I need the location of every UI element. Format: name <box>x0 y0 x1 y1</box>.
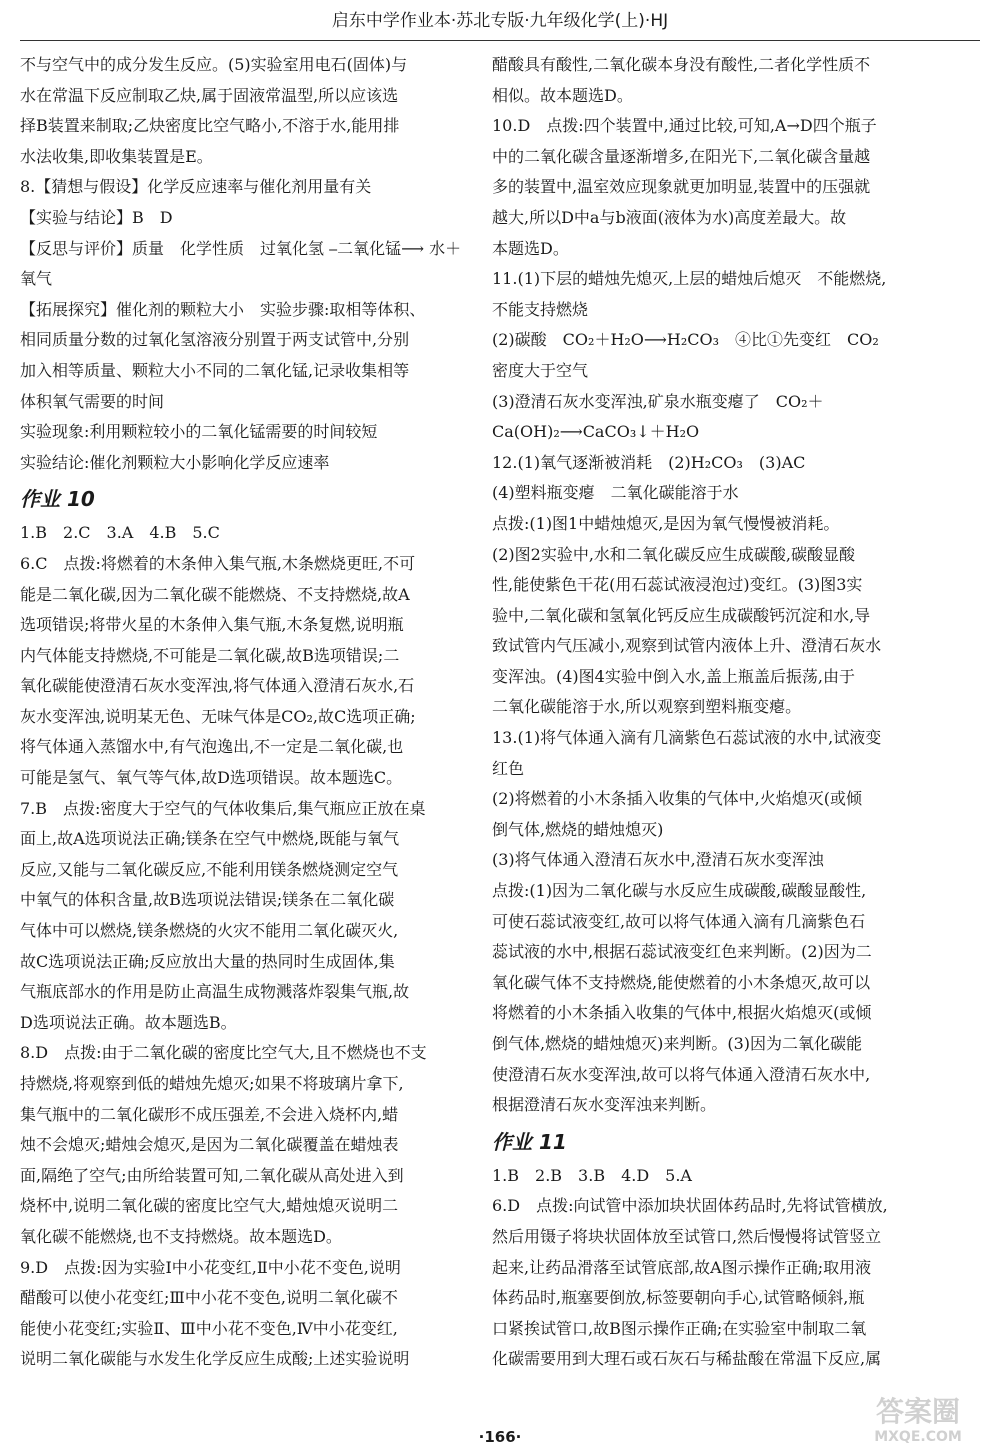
text-line: 面上,故A选项说法正确;镁条在空气中燃烧,既能与氧气 <box>20 829 400 849</box>
text-line: (2)碳酸 CO₂＋H₂O⟶H₂CO₃ ④比①先变红 CO₂ <box>492 330 879 350</box>
text-line: 故C选项说法正确;反应放出大量的热同时生成固体,集 <box>20 951 395 971</box>
text-line: D选项说法正确。故本题选B。 <box>20 1012 237 1032</box>
text-line: 氧化碳气体不支持燃烧,能使燃着的小木条熄灭,故可以 <box>492 972 871 992</box>
text-line: 致试管内气压减小,观察到试管内液体上升、澄清石灰水 <box>492 636 882 656</box>
text-line: 6.D 点拨:向试管中添加块状固体药品时,先将试管横放, <box>492 1196 888 1216</box>
text-line: 选项错误;将带火星的木条伸入集气瓶,木条复燃,说明瓶 <box>20 615 404 635</box>
text-line: 1.B 2.C 3.A 4.B 5.C <box>20 523 220 543</box>
text-line: 11.(1)下层的蜡烛先熄灭,上层的蜡烛后熄灭 不能燃烧, <box>492 269 887 289</box>
text-line: 说明二氧化碳能与水发生化学反应生成酸;上述实验说明 <box>20 1349 410 1369</box>
text-line: 倒气体,燃烧的蜡烛熄灭)来判断。(3)因为二氧化碳能 <box>492 1034 862 1053</box>
text-line: 口紧挨试管口,故B图示操作正确;在实验室中制取二氧 <box>492 1318 867 1338</box>
text-line: 可使石蕊试液变红,故可以将气体通入滴有几滴紫色石 <box>492 911 866 931</box>
text-line: 【拓展探究】催化剂的颗粒大小 实验步骤:取相等体积、 <box>20 299 426 319</box>
text-line: 氧化碳能使澄清石灰水变浑浊,将气体通入澄清石灰水,石 <box>20 676 415 696</box>
text-line: (3)澄清石灰水变浑浊,矿泉水瓶变瘪了 CO₂＋ <box>492 391 824 411</box>
text-line: 本题选D。 <box>492 238 569 258</box>
text-line: 中的二氧化碳含量逐渐增多,在阳光下,二氧化碳含量越 <box>492 146 871 166</box>
text-line: (2)将燃着的小木条插入收集的气体中,火焰熄灭(或倾 <box>492 789 862 809</box>
text-line: 点拨:(1)图1中蜡烛熄灭,是因为氧气慢慢被消耗。 <box>492 513 840 533</box>
text-line: (3)将气体通入澄清石灰水中,澄清石灰水变浑浊 <box>492 850 824 870</box>
text-line: 倒气体,燃烧的蜡烛熄灭) <box>492 819 664 839</box>
text-line: 能是二氧化碳,因为二氧化碳不能燃烧、不支持燃烧,故A <box>20 584 410 604</box>
text-line: 越大,所以D中a与b液面(液体为水)高度差最大。故 <box>492 207 847 227</box>
text-line: 体药品时,瓶塞要倒放,标签要朝向手心,试管略倾斜,瓶 <box>492 1288 865 1308</box>
text-line: 能使小花变红;实验Ⅱ、Ⅲ中小花不变色,Ⅳ中小花变红, <box>20 1318 398 1338</box>
text-line: 将气体通入蒸馏水中,有气泡逸出,不一定是二氧化碳,也 <box>20 737 404 757</box>
text-line: 集气瓶中的二氧化碳形不成压强差,不会进入烧杯内,蜡 <box>20 1104 399 1124</box>
header-rule <box>20 40 980 41</box>
text-line: 【实验与结论】B D <box>20 207 173 227</box>
text-line: 氧化碳不能燃烧,也不支持燃烧。故本题选D。 <box>20 1226 342 1246</box>
text-line: 1.B 2.B 3.B 4.D 5.A <box>492 1165 692 1185</box>
text-line: 不能支持燃烧 <box>492 299 589 319</box>
text-line: 内气体能支持燃烧,不可能是二氧化碳,故B选项错误;二 <box>20 645 400 665</box>
page-number: ·166· <box>478 1428 522 1446</box>
text-line: 将燃着的小木条插入收集的气体中,根据火焰熄灭(或倾 <box>492 1003 872 1023</box>
text-line: 不与空气中的成分发生反应。(5)实验室用电石(固体)与 <box>20 55 408 74</box>
text-line: (4)塑料瓶变瘪 二氧化碳能溶于水 <box>492 483 739 503</box>
text-line: 性,能使紫色干花(用石蕊试液浸泡过)变红。(3)图3实 <box>492 575 863 595</box>
text-line: 醋酸可以使小花变红;Ⅲ中小花不变色,说明二氧化碳不 <box>20 1288 398 1308</box>
text-line: 实验结论:催化剂颗粒大小影响化学反应速率 <box>20 452 330 472</box>
section-title: 作业 10 <box>20 487 95 512</box>
text-line: 实验现象:利用颗粒较小的二氧化锰需要的时间较短 <box>20 422 378 442</box>
right-column <box>492 50 952 1375</box>
text-line: 密度大于空气 <box>492 360 589 380</box>
text-line: 相似。故本题选D。 <box>492 85 633 105</box>
text-line: 10.D 点拨:四个装置中,通过比较,可知,A→D四个瓶子 <box>492 116 877 136</box>
text-line: 水在常温下反应制取乙炔,属于固液常温型,所以应该选 <box>20 85 399 105</box>
text-line: 气体中可以燃烧,镁条燃烧的火灾不能用二氧化碳灭火, <box>20 921 399 941</box>
text-line: (2)图2实验中,水和二氧化碳反应生成碳酸,碳酸显酸 <box>492 544 856 564</box>
section-title: 作业 11 <box>492 1129 567 1154</box>
text-line: 然后用镊子将块状固体放至试管口,然后慢慢将试管竖立 <box>492 1226 882 1246</box>
watermark-sub: MXQE.COM <box>874 1429 962 1445</box>
text-line: 气瓶底部水的作用是防止高温生成物溅落炸裂集气瓶,故 <box>20 982 410 1002</box>
text-line: 【反思与评价】质量 化学性质 过氧化氢 ⎯二氧化锰⟶ 水＋ <box>20 238 462 258</box>
text-line: 面,隔绝了空气;由所给装置可知,二氧化碳从高处进入到 <box>20 1165 404 1185</box>
text-line: 体积氧气需要的时间 <box>20 391 165 411</box>
text-line: 8.【猜想与假设】化学反应速率与催化剂用量有关 <box>20 177 372 197</box>
text-line: 13.(1)将气体通入滴有几滴紫色石蕊试液的水中,试液变 <box>492 728 882 748</box>
text-line: 相同质量分数的过氧化氢溶液分别置于两支试管中,分别 <box>20 330 410 350</box>
text-line: 7.B 点拨:密度大于空气的气体收集后,集气瓶应正放在桌 <box>20 798 426 818</box>
text-line: 烧杯中,说明二氧化碳的密度比空气大,蜡烛熄灭说明二 <box>20 1196 399 1216</box>
text-line: 中氧气的体积含量,故B选项说法错误;镁条在二氧化碳 <box>20 890 395 910</box>
watermark-main: 答案圈 <box>875 1395 960 1428</box>
text-line: 根据澄清石灰水变浑浊来判断。 <box>492 1095 717 1115</box>
page-header: 启东中学作业本·苏北专版·九年级化学(上)·HJ <box>331 11 669 31</box>
text-line: 可能是氢气、氧气等气体,故D选项错误。故本题选C。 <box>20 768 403 788</box>
text-line: 蕊试液的水中,根据石蕊试液变红色来判断。(2)因为二 <box>492 942 872 962</box>
text-line: 加入相等质量、颗粒大小不同的二氧化锰,记录收集相等 <box>20 360 410 380</box>
text-line: 醋酸具有酸性,二氧化碳本身没有酸性,二者化学性质不 <box>492 55 871 74</box>
text-line: 点拨:(1)因为二氧化碳与水反应生成碳酸,碳酸显酸性, <box>492 881 867 901</box>
text-line: 水法收集,即收集装置是E。 <box>20 146 213 166</box>
text-line: 二氧化碳能溶于水,所以观察到塑料瓶变瘪。 <box>492 697 802 717</box>
text-line: 持燃烧,将观察到低的蜡烛先熄灭;如果不将玻璃片拿下, <box>20 1074 404 1093</box>
text-line: Ca(OH)₂⟶CaCO₃↓＋H₂O <box>492 422 700 442</box>
text-line: 8.D 点拨:由于二氧化碳的密度比空气大,且不燃烧也不支 <box>20 1043 427 1063</box>
text-line: 9.D 点拨:因为实验Ⅰ中小花变红,Ⅱ中小花不变色,说明 <box>20 1257 401 1277</box>
text-line: 验中,二氧化碳和氢氧化钙反应生成碳酸钙沉淀和水,导 <box>492 605 871 625</box>
text-line: 6.C 点拨:将燃着的木条伸入集气瓶,木条燃烧更旺,不可 <box>20 553 416 573</box>
text-line: 起来,让药品滑落至试管底部,故A图示操作正确;取用液 <box>492 1257 872 1277</box>
text-line: 12.(1)氧气逐渐被消耗 (2)H₂CO₃ (3)AC <box>492 452 806 472</box>
text-line: 灰水变浑浊,说明某无色、无味气体是CO₂,故C选项正确; <box>20 706 416 726</box>
text-line: 反应,又能与二氧化碳反应,不能利用镁条燃烧测定空气 <box>20 859 399 879</box>
text-line: 变浑浊。(4)图4实验中倒入水,盖上瓶盖后振荡,由于 <box>492 666 856 686</box>
text-line: 择B装置来制取;乙炔密度比空气略小,不溶于水,能用排 <box>20 116 400 136</box>
text-line: 烛不会熄灭;蜡烛会熄灭,是因为二氧化碳覆盖在蜡烛表 <box>20 1135 399 1155</box>
text-line: 多的装置中,温室效应现象就更加明显,装置中的压强就 <box>492 177 871 197</box>
text-line: 化碳需要用到大理石或石灰石与稀盐酸在常温下反应,属 <box>492 1349 882 1369</box>
text-line: 氧气 <box>20 269 53 289</box>
text-line: 红色 <box>492 758 525 778</box>
left-column <box>20 50 475 1375</box>
text-line: 使澄清石灰水变浑浊,故可以将气体通入澄清石灰水中, <box>492 1064 871 1084</box>
